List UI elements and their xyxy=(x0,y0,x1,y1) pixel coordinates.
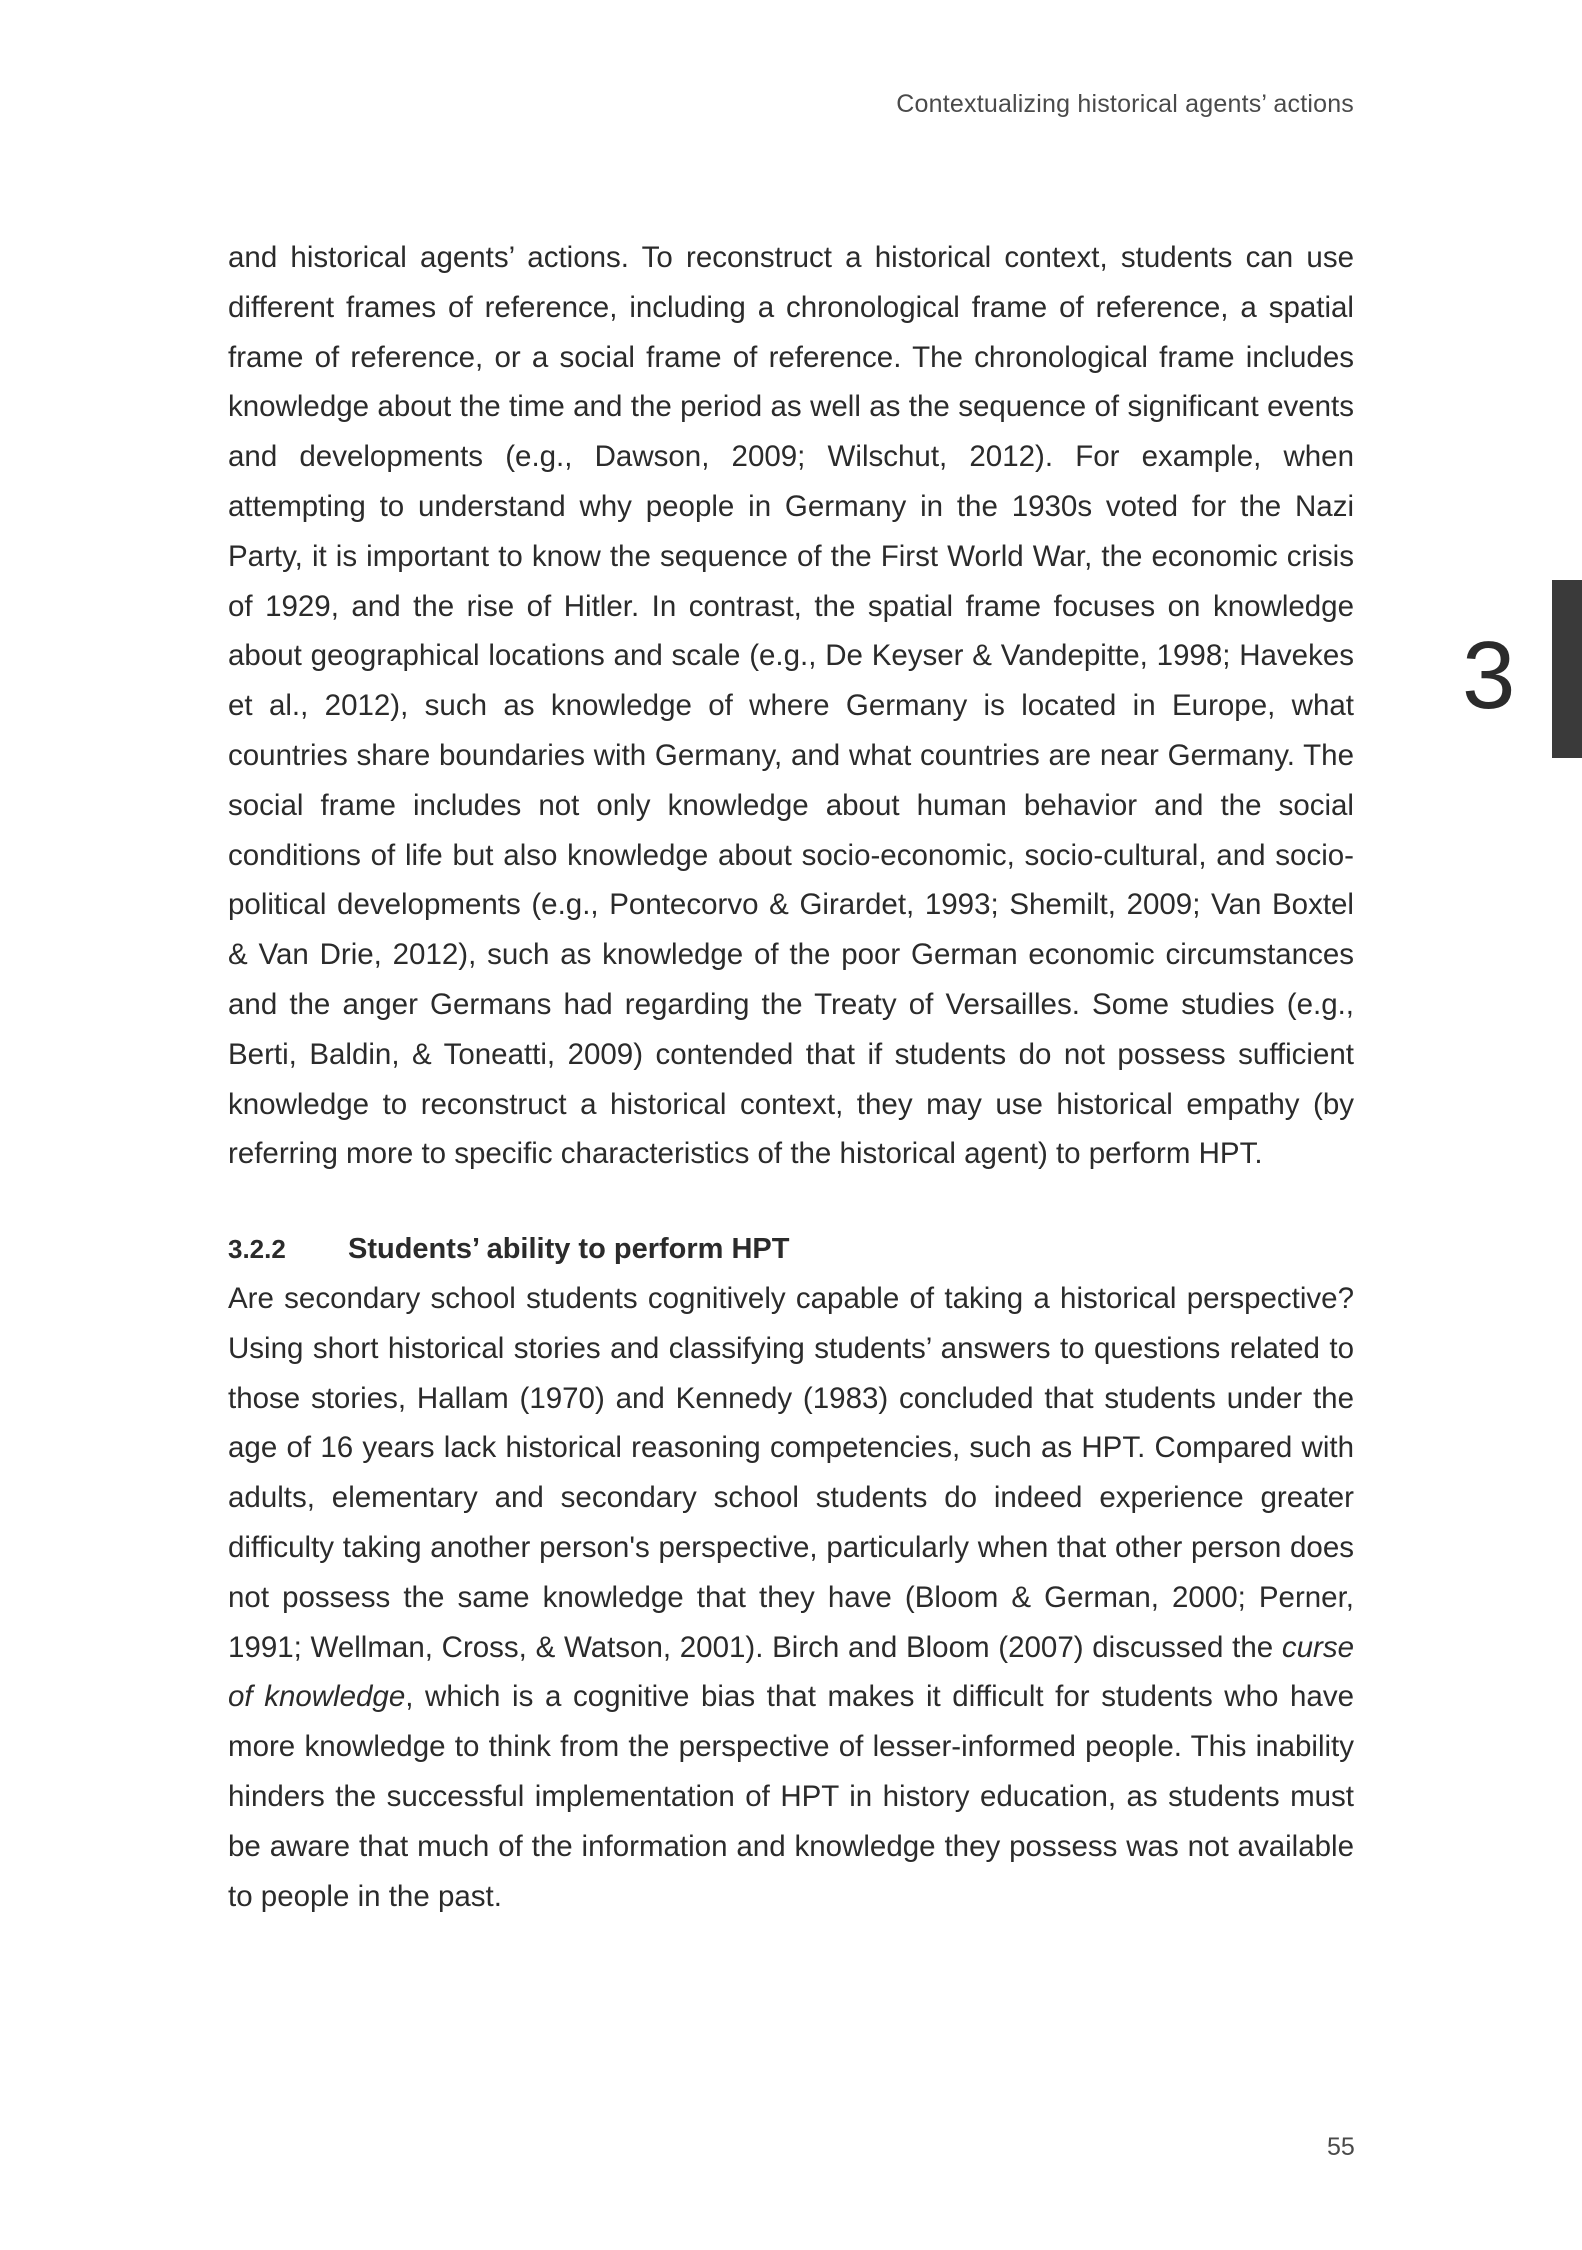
paragraph-2-part-2: , which is a cognitive bias that makes it difficult for students who have more knowledge to think from the perspective of lesser-informed people. This inability hinders the successful implementation of HPT in history education, as students must be aware that much of the information and knowledge they possess was not available to people in the past. xyxy=(228,1680,1354,1913)
body-paragraph-1: and historical agents’ actions. To reconstruct a historical context, students can use different frames of reference, including a chronological frame of reference, a spatial frame of reference, or a social frame of reference. The chronological frame includes knowledge about the time and the period as well as the sequence of significant events and developments (e.g., Dawson, 2009; Wilschut, 2012). For example, when attempting to understand why people in Germany in the 1930s voted for the Nazi Party, it is important to know the sequence of the First World War, the economic crisis of 1929, and the rise of Hitler. In contrast, the spatial frame focuses on knowledge about geographical locations and scale (e.g., De Keyser & Vandepitte, 1998; Havekes et al., 2012), such as knowledge of where Germany is located in Europe, what countries share boundaries with Germany, and what countries are near Germany. The social frame includes not only knowledge about human behavior and the social conditions of life but also knowledge about socio-economic, socio-cultural, and socio-political developments (e.g., Pontecorvo & Girardet, 1993; Shemilt, 2009; Van Boxtel & Van Drie, 2012), such as knowledge of the poor German economic circumstances and the anger Germans had regarding the Treaty of Versailles. Some studies (e.g., Berti, Baldin, & Toneatti, 2009) contended that if students do not possess sufficient knowledge to reconstruct a historical context, they may use historical empathy (by referring more to specific characteristics of the historical agent) to perform HPT. xyxy=(228,241,1354,1171)
section-title: Students’ ability to perform HPT xyxy=(348,1233,790,1265)
section-number: 3.2.2 xyxy=(228,1234,286,1264)
running-header: Contextualizing historical agents’ actions xyxy=(896,90,1354,118)
body-paragraph-2 xyxy=(228,1274,1354,1921)
section-heading xyxy=(228,1224,790,1274)
chapter-tab-bar xyxy=(1552,580,1582,758)
chapter-number: 3 xyxy=(1462,622,1516,729)
paragraph-2-part-1: Are secondary school students cognitively capable of taking a historical perspective? Using short historical stories and classifying students’ answers to questions related to those stories, Hallam (1970) and Kennedy (1983) concluded that students under the age of 16 years lack historical reasoning competencies, such as HPT. Compared with adults, elementary and secondary school students do indeed experience greater difficulty taking another person's perspective, particularly when that other person does not possess the same knowledge that they have (Bloom & German, 2000; Perner, 1991; Wellman, Cross, & Watson, 2001). Birch and Bloom (2007) discussed the xyxy=(228,1282,1354,1664)
page-number: 55 xyxy=(1327,2133,1355,2161)
italic-term: curse of knowledge xyxy=(228,1630,1354,1714)
